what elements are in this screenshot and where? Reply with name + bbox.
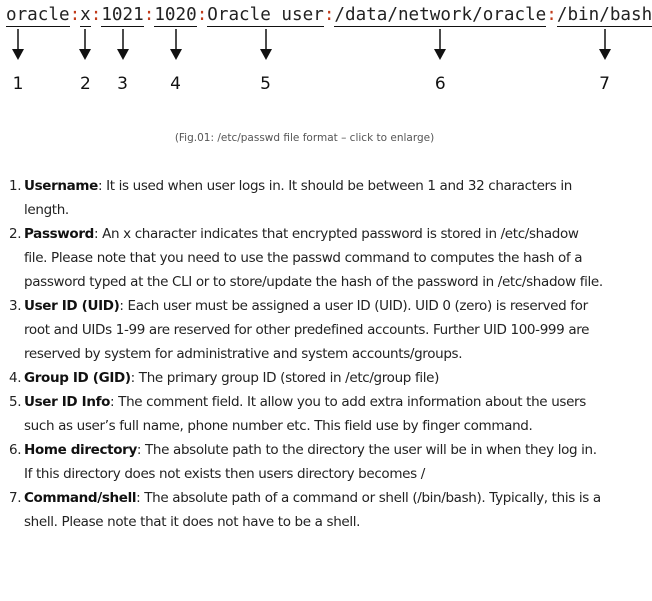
field-number: 7 <box>599 74 610 94</box>
passwd-field: x <box>80 2 91 28</box>
item-term: User ID Info <box>24 394 111 410</box>
passwd-field: 1021 <box>101 2 143 28</box>
passwd-field: /data/network/oracle <box>334 2 546 28</box>
list-item <box>0 438 609 486</box>
list-item <box>0 174 609 222</box>
passwd-field: oracle <box>6 2 70 28</box>
item-number: 5. <box>9 394 22 410</box>
field-number: 4 <box>170 74 181 94</box>
item-description: : The absolute path of a command or shell (/bin/bash). Typically, this is a shell. Please note that it does not have to be a shell. <box>24 490 601 530</box>
passwd-field: 1020 <box>154 2 196 28</box>
figure-caption: (Fig.01: /etc/passwd file format – click to enlarge) <box>174 132 435 144</box>
down-arrow-icon <box>169 29 183 61</box>
item-number: 3. <box>9 298 22 314</box>
item-description: : The comment field. It allow you to add extra information about the users such as user’s full name, phone number etc. This field use by finger command. <box>24 394 586 434</box>
down-arrow-icon <box>598 29 612 61</box>
list-item <box>0 294 609 366</box>
list-item <box>0 366 609 390</box>
field-number: 6 <box>434 74 446 94</box>
item-description: : It is used when user logs in. It should be between 1 and 32 characters in length. <box>24 178 572 218</box>
field-number: 5 <box>260 74 271 94</box>
field-separator: : <box>323 5 335 25</box>
field-separator: : <box>143 5 155 25</box>
field-description-list <box>0 174 609 534</box>
field-separator: : <box>90 5 102 25</box>
down-arrow-icon <box>259 29 273 61</box>
down-arrow-icon <box>11 29 25 61</box>
item-term: Username <box>24 178 98 194</box>
down-arrow-icon <box>433 29 447 61</box>
list-item <box>0 222 609 294</box>
field-number: 1 <box>12 74 24 94</box>
passwd-line <box>6 2 652 28</box>
passwd-field: Oracle user <box>207 2 324 28</box>
item-number: 2. <box>9 226 22 242</box>
passwd-format-figure[interactable] <box>0 0 652 100</box>
item-number: 7. <box>9 490 22 506</box>
item-number: 1. <box>9 178 22 194</box>
down-arrow-icon <box>78 29 92 61</box>
item-term: Group ID (GID) <box>24 370 131 386</box>
item-number: 4. <box>9 370 22 386</box>
field-number: 2 <box>80 74 91 94</box>
item-term: Command/shell <box>24 490 137 506</box>
down-arrow-icon <box>116 29 130 61</box>
item-number: 6. <box>9 442 22 458</box>
list-item <box>0 486 609 534</box>
item-description: : The absolute path to the directory the user will be in when they log in. If this directory does not exists then users directory becomes / <box>24 442 597 482</box>
item-description: : Each user must be assigned a user ID (UID). UID 0 (zero) is reserved for root and UIDs 1-99 are reserved for other predefined accounts. Further UID 100-999 are reserved by system for administrative and system accounts/groups. <box>24 298 590 362</box>
passwd-field: /bin/bash <box>557 2 652 28</box>
field-separator: : <box>69 5 81 25</box>
list-item <box>0 390 609 438</box>
item-term: Home directory <box>24 442 137 458</box>
field-separator: : <box>546 5 557 25</box>
item-description: : The primary group ID (stored in /etc/group file) <box>130 370 440 386</box>
field-number: 3 <box>117 74 128 94</box>
item-description: : An x character indicates that encrypted password is stored in /etc/shadow file. Please note that you need to use the passwd command to computes the hash of a password typed at the CLI or to store/update the hash of the password in /etc/shadow file. <box>24 226 603 290</box>
field-separator: : <box>196 5 208 25</box>
item-term: User ID (UID) <box>24 298 120 314</box>
item-term: Password <box>24 226 94 242</box>
